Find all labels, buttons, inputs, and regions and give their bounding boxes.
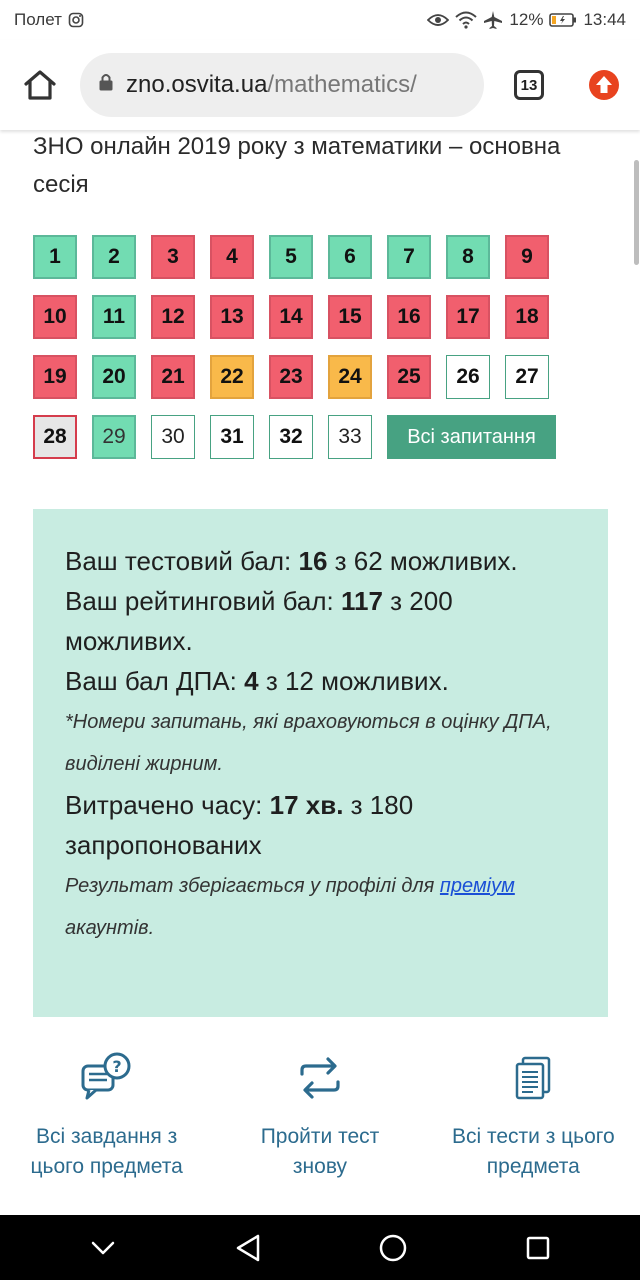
back-triangle-icon	[234, 1233, 262, 1263]
question-8-button[interactable]: 8	[446, 235, 490, 279]
question-30-button[interactable]: 30	[151, 415, 195, 459]
question-row	[33, 355, 573, 400]
question-18-button[interactable]: 18	[505, 295, 549, 339]
question-33-button[interactable]: 33	[328, 415, 372, 459]
profile-note	[65, 865, 578, 949]
airplane-icon	[483, 10, 503, 30]
battery-percent: 12%	[509, 10, 544, 29]
clock: 13:44	[583, 10, 626, 29]
dpa-note: *Номери запитань, які враховуються в оцінку ДПА, виділені жирним.	[65, 711, 552, 775]
question-16-button[interactable]: 16	[387, 295, 431, 339]
all-tests-label: Всі тести з цього предмета	[451, 1125, 615, 1178]
question-15-button[interactable]: 15	[328, 295, 372, 339]
dpa-score-value: 4	[244, 666, 259, 696]
profile-note-suffix: акаунтів.	[65, 917, 155, 939]
question-4-button[interactable]: 4	[210, 235, 254, 279]
all-tasks-label: Всі завдання з цього предмета	[30, 1125, 183, 1178]
browser-toolbar	[0, 40, 640, 130]
url-path: /mathematics/	[267, 71, 417, 98]
carrier-name: Полет	[14, 10, 62, 29]
rating-score-suffix: з 200 можливих.	[65, 586, 453, 656]
url-host: zno.osvita.ua	[126, 71, 268, 98]
page-scrollbar[interactable]	[634, 160, 639, 265]
rating-score-label: Ваш рейтинговий бал:	[65, 586, 341, 616]
question-1-button[interactable]: 1	[33, 235, 77, 279]
dpa-score-suffix: з 12 можливих.	[258, 666, 449, 696]
question-19-button[interactable]: 19	[33, 355, 77, 399]
home-icon	[23, 69, 57, 101]
test-score-line	[65, 541, 578, 581]
question-23-button[interactable]: 23	[269, 355, 313, 399]
question-29-button[interactable]: 29	[92, 415, 136, 459]
related-links	[0, 1050, 640, 1215]
wifi-icon	[455, 11, 477, 29]
retake-test-label: Пройти тест знову	[260, 1125, 380, 1178]
question-5-button[interactable]: 5	[269, 235, 313, 279]
question-row	[33, 235, 573, 280]
all-tasks-link[interactable]	[0, 1050, 213, 1215]
time-spent-line	[65, 785, 578, 865]
update-arrow-icon	[588, 69, 620, 101]
dpa-score-label: Ваш бал ДПА:	[65, 666, 245, 696]
rating-score-line	[65, 581, 578, 661]
question-22-button[interactable]: 22	[210, 355, 254, 399]
address-bar[interactable]	[80, 53, 484, 117]
question-17-button[interactable]: 17	[446, 295, 490, 339]
question-10-button[interactable]: 10	[33, 295, 77, 339]
update-chrome-button[interactable]	[574, 40, 634, 130]
question-6-button[interactable]: 6	[328, 235, 372, 279]
test-score-label: Ваш тестовий бал:	[65, 546, 299, 576]
all-tests-link[interactable]	[427, 1050, 640, 1215]
question-20-button[interactable]: 20	[92, 355, 136, 399]
time-spent-suffix: з 180 запропонованих	[65, 790, 414, 860]
home-button[interactable]	[0, 40, 80, 130]
dpa-score-line	[65, 661, 578, 701]
results-panel	[33, 509, 608, 1017]
page-title: ЗНО онлайн 2019 року з математики – основна сесія	[33, 133, 561, 198]
question-9-button[interactable]: 9	[505, 235, 549, 279]
time-spent-label: Витрачено часу:	[65, 790, 270, 820]
back-button[interactable]	[218, 1218, 278, 1278]
rating-score-value: 117	[340, 586, 383, 616]
question-row	[33, 415, 573, 460]
question-13-button[interactable]: 13	[210, 295, 254, 339]
chevron-down-icon	[90, 1240, 116, 1256]
question-31-button[interactable]: 31	[210, 415, 254, 459]
status-bar	[0, 0, 640, 40]
recents-square-icon	[525, 1235, 551, 1261]
question-2-button[interactable]: 2	[92, 235, 136, 279]
all-questions-button[interactable]: Всі запитання	[387, 415, 556, 459]
question-12-button[interactable]: 12	[151, 295, 195, 339]
test-score-value: 16	[298, 546, 328, 576]
instagram-icon	[68, 12, 84, 28]
time-spent-value: 17 хв.	[269, 790, 344, 820]
home-nav-button[interactable]	[363, 1218, 423, 1278]
question-27-button[interactable]: 27	[505, 355, 549, 399]
retake-test-link[interactable]	[213, 1050, 426, 1215]
eye-icon	[427, 12, 449, 28]
question-11-button[interactable]: 11	[92, 295, 136, 339]
battery-icon	[549, 12, 577, 28]
repeat-icon	[292, 1050, 348, 1106]
question-grid	[33, 235, 573, 475]
question-14-button[interactable]: 14	[269, 295, 313, 339]
question-3-button[interactable]: 3	[151, 235, 195, 279]
profile-note-text: Результат зберігається у профілі для	[65, 875, 440, 897]
question-26-button[interactable]: 26	[446, 355, 490, 399]
question-row	[33, 295, 573, 340]
system-nav-bar	[0, 1215, 640, 1280]
hide-nav-button[interactable]	[73, 1218, 133, 1278]
lock-icon	[98, 71, 114, 99]
question-7-button[interactable]: 7	[387, 235, 431, 279]
svg-text:?: ?	[112, 1057, 122, 1076]
question-28-button[interactable]: 28	[33, 415, 77, 459]
tab-count: 13	[514, 70, 544, 100]
test-score-suffix: з 62 можливих.	[327, 546, 518, 576]
document-icon	[505, 1050, 561, 1106]
question-24-button[interactable]: 24	[328, 355, 372, 399]
question-25-button[interactable]: 25	[387, 355, 431, 399]
question-chat-icon	[79, 1050, 135, 1106]
premium-link[interactable]: преміум	[439, 875, 515, 897]
question-21-button[interactable]: 21	[151, 355, 195, 399]
recents-button[interactable]	[508, 1218, 568, 1278]
question-32-button[interactable]: 32	[269, 415, 313, 459]
tab-switcher-button[interactable]	[484, 40, 574, 130]
home-circle-icon	[378, 1233, 408, 1263]
